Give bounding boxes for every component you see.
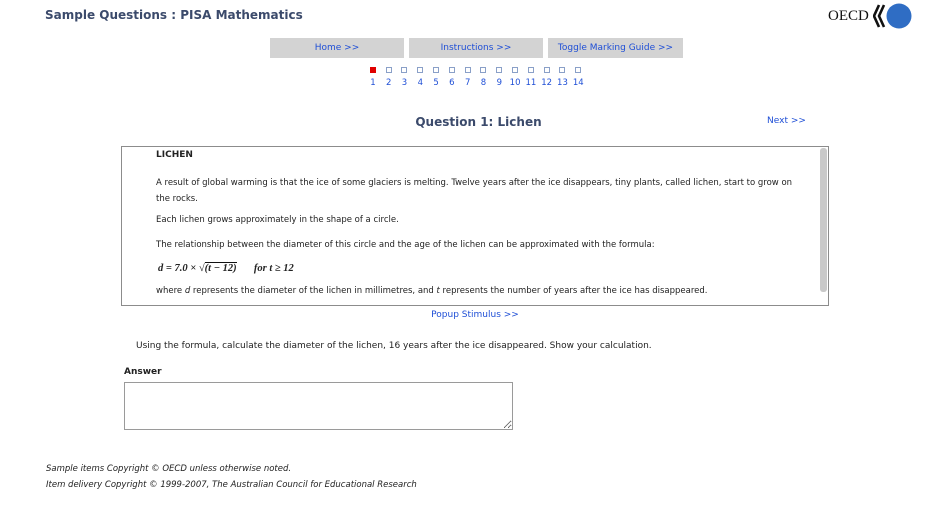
home-button[interactable]: Home >> xyxy=(270,38,404,58)
instructions-button[interactable]: Instructions >> xyxy=(409,38,543,58)
page-link-12[interactable] xyxy=(539,67,555,88)
stimulus-paragraph: The relationship between the diameter of this circle and the age of the lichen can be approximated with the formula: xyxy=(156,240,655,250)
page-indicator xyxy=(433,67,439,73)
page-number: 6 xyxy=(449,78,455,88)
page-number: 10 xyxy=(509,78,521,88)
stimulus-paragraph: A result of global warming is that the ice of some glaciers is melting. Twelve years after the ice disappears, tiny plants, called lichen, start to grow on the rocks. xyxy=(156,178,793,204)
page-link-7[interactable] xyxy=(460,67,476,88)
page-number: 8 xyxy=(480,78,487,88)
page-indicator xyxy=(559,67,565,73)
page-indicator xyxy=(512,67,518,73)
page-link-4[interactable] xyxy=(412,67,428,88)
page-number: 5 xyxy=(433,78,439,88)
page-number: 12 xyxy=(541,78,553,88)
oecd-logo xyxy=(828,3,915,29)
oecd-wordmark: OECD xyxy=(828,7,869,24)
question-prompt: Using the formula, calculate the diameter of the lichen, 16 years after the ice disappeared. Show your calculation. xyxy=(136,341,652,351)
page-link-3[interactable] xyxy=(397,67,413,88)
toggle-marking-guide-button[interactable]: Toggle Marking Guide >> xyxy=(548,38,683,58)
page-number: 11 xyxy=(525,78,537,88)
answer-input[interactable] xyxy=(124,382,513,430)
page-indicator xyxy=(544,67,550,73)
page-link-10[interactable] xyxy=(507,67,523,88)
copyright-oecd: Sample items Copyright © OECD unless otherwise noted. xyxy=(46,464,292,474)
p4-text: where xyxy=(156,286,185,296)
page-indicator xyxy=(417,67,423,73)
page-link-1[interactable] xyxy=(365,67,381,88)
p4-var-d: d xyxy=(184,286,191,296)
page-link-5[interactable] xyxy=(428,67,444,88)
stimulus-heading: LICHEN xyxy=(156,150,193,160)
page-indicator xyxy=(386,67,392,73)
formula-condition: for t ≥ 12 xyxy=(253,263,294,274)
top-nav xyxy=(270,38,688,58)
question-pager xyxy=(365,67,586,88)
copyright-acer: Item delivery Copyright © 1999-2007, The Australian Council for Educational Research xyxy=(46,480,417,490)
popup-stimulus-link[interactable]: Popup Stimulus >> xyxy=(431,310,519,320)
stimulus-paragraph xyxy=(156,286,707,296)
p4-var-t: t xyxy=(436,286,440,296)
page-number: 4 xyxy=(417,78,423,88)
page-link-11[interactable] xyxy=(523,67,539,88)
page-link-2[interactable] xyxy=(381,67,397,88)
page-number: 2 xyxy=(385,78,392,88)
page-link-6[interactable] xyxy=(444,67,460,88)
page-number: 13 xyxy=(557,78,568,88)
sqrt-icon: √ xyxy=(198,263,205,274)
answer-label: Answer xyxy=(124,367,162,377)
page-link-13[interactable] xyxy=(555,67,571,88)
scrollbar-thumb[interactable] xyxy=(820,148,827,292)
p4-text: represents the diameter of the lichen in millimetres, and xyxy=(190,286,437,296)
page-indicator xyxy=(496,67,502,73)
page-link-14[interactable] xyxy=(570,67,586,88)
page-link-8[interactable] xyxy=(476,67,492,88)
page-number: 9 xyxy=(496,78,502,88)
oecd-logo-icon xyxy=(873,3,915,29)
page-number: 7 xyxy=(464,78,471,88)
page-indicator xyxy=(528,67,534,73)
stimulus-paragraph: Each lichen grows approximately in the shape of a circle. xyxy=(156,215,399,225)
next-link[interactable]: Next >> xyxy=(767,116,806,126)
page-number: 1 xyxy=(370,78,376,88)
page-indicator xyxy=(401,67,407,73)
page-indicator xyxy=(449,67,455,73)
page-indicator xyxy=(575,67,581,73)
lichen-formula xyxy=(158,263,294,274)
page-number: 3 xyxy=(401,78,408,88)
page-indicator xyxy=(370,67,376,73)
question-title: Question 1: Lichen xyxy=(415,115,542,129)
p4-text: represents the number of years after the ice has disappeared. xyxy=(439,286,708,296)
formula-lhs: d = 7.0 × xyxy=(158,263,197,274)
stimulus-scrollbar[interactable] xyxy=(820,148,827,292)
page-link-9[interactable] xyxy=(491,67,507,88)
page-number: 14 xyxy=(572,78,584,88)
page-indicator xyxy=(480,67,486,73)
formula-radicand: (t − 12) xyxy=(204,263,237,274)
page-indicator xyxy=(465,67,471,73)
site-title: Sample Questions : PISA Mathematics xyxy=(45,8,303,22)
stimulus-panel xyxy=(121,146,829,306)
